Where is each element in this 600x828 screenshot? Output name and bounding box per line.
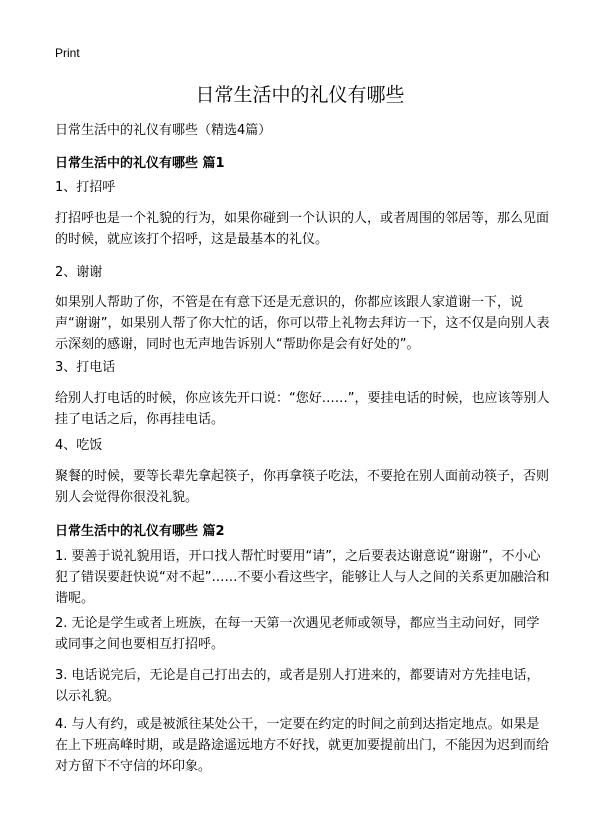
section1-text: 打招呼也是一个礼貌的行为，如果你碰到一个认识的人，或者周围的邻居等，那么见面的时候，就应该打个招呼，这是最基本的礼仪。 [55, 211, 550, 247]
print-label: Print [55, 46, 80, 60]
article1-heading: 日常生活中的礼仪有哪些 篇1 [55, 156, 225, 171]
document-subtitle: 日常生活中的礼仪有哪些（精选4篇） [55, 123, 272, 138]
article2-item4: 4. 与人有约，或是被派往某处公干，一定要在约定的时间之前到达指定地点。如果是在上下班高峰时期，或是路途遥远地方不好找，就更加要提前出门，不能因为迟到而给对方留下不守信的坏印象。 [55, 717, 550, 774]
section4-title: 4、吃饭 [55, 438, 103, 453]
article2-item3: 3. 电话说完后，无论是自己打出去的，或者是别人打进来的，都要请对方先挂电话，以示礼貌。 [55, 668, 540, 704]
document-title: 日常生活中的礼仪有哪些 [195, 84, 405, 106]
section1-title: 1、打招呼 [55, 180, 116, 195]
section2-title: 2、谢谢 [55, 265, 103, 280]
section2-text: 如果别人帮助了你，不管是在有意下还是无意识的，你都应该跟人家道谢一下，说声“谢谢”，如果别人帮了你大忙的话，你可以带上礼物去拜访一下，这不仅是向别人表示深刻的感谢，同时也无声地告诉别人“帮助你是会有好处的”。 [55, 295, 550, 352]
article2-item2: 2. 无论是学生或者上班族，在每一天第一次遇见老师或领导，都应当主动问好，同学或同事之间也要相互打招呼。 [55, 616, 540, 652]
section3-text: 给别人打电话的时候，你应该先开口说：“您好……”，要挂电话的时候，也应该等别人挂了电话之后，你再挂电话。 [55, 391, 550, 427]
section4-text: 聚餐的时候，要等长辈先拿起筷子，你再拿筷子吃法，不要抢在别人面前动筷子，否则别人会觉得你很没礼貌。 [55, 469, 550, 505]
article2-heading: 日常生活中的礼仪有哪些 篇2 [55, 524, 225, 539]
article2-item1: 1. 要善于说礼貌用语，开口找人帮忙时要用“请”，之后要表达谢意说“谢谢”，不小心犯了错误要赶快说“对不起”……不要小看这些字，能够让人与人之间的关系更加融洽和谐呢。 [55, 549, 550, 606]
section3-title: 3、打电话 [55, 360, 116, 375]
